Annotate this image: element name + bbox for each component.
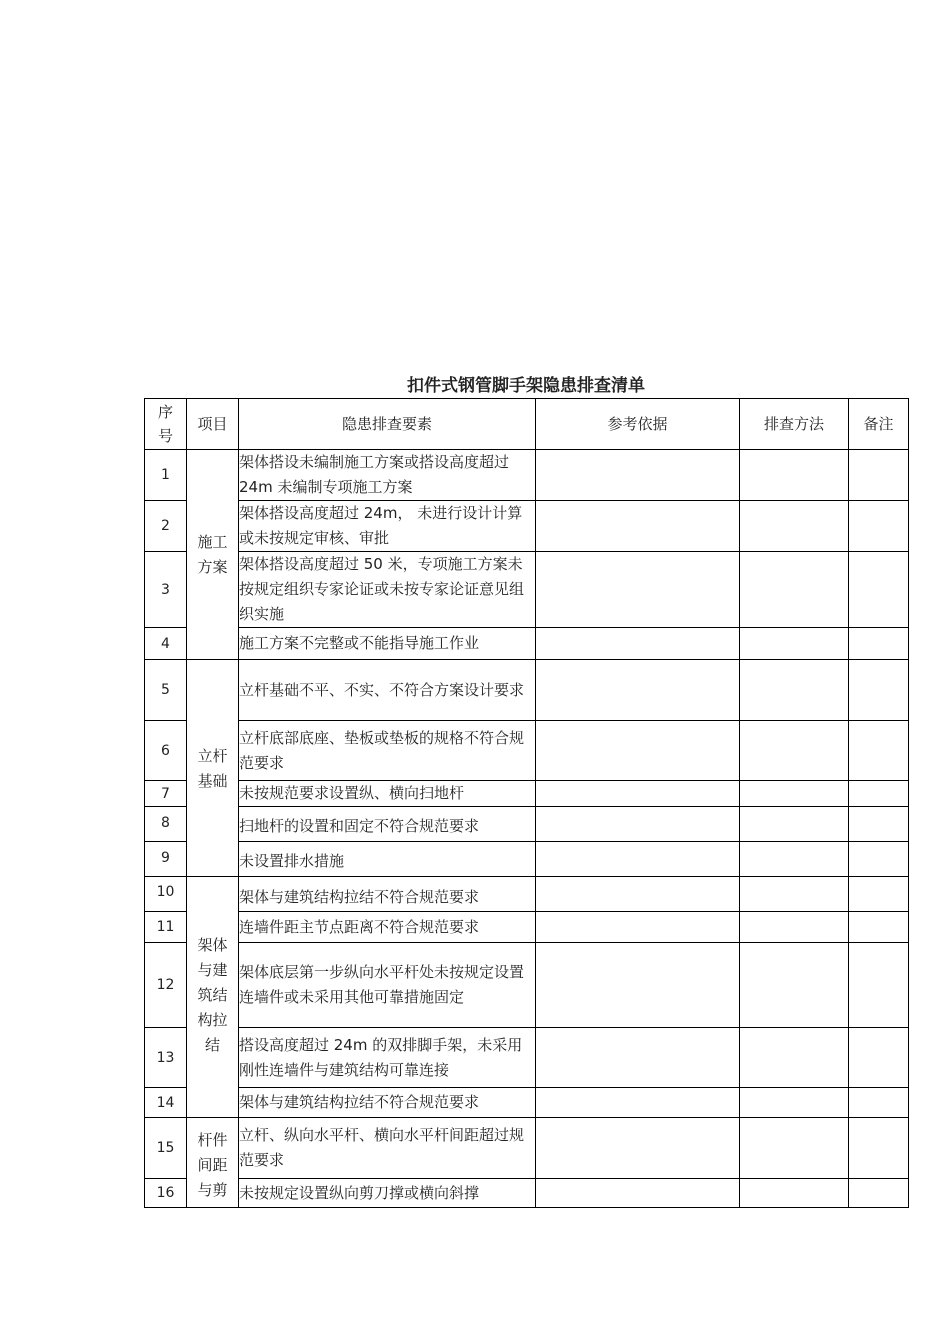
hazard-cell: 施工方案不完整或不能指导施工作业: [239, 628, 536, 660]
hazard-cell: 未按规定设置纵向剪刀撑或横向斜撑: [239, 1179, 536, 1208]
hazard-checklist-table: [144, 398, 909, 1208]
table-row: [145, 1179, 909, 1208]
row-seq: 12: [145, 943, 187, 1028]
hazard-cell: 架体搭设高度超过 24m， 未进行设计计算或未按规定审核、审批: [239, 501, 536, 552]
table-row: [145, 1088, 909, 1118]
basis-cell: [536, 1028, 740, 1088]
table-row: [145, 721, 909, 781]
method-cell: [740, 781, 849, 807]
table-row: [145, 628, 909, 660]
remark-cell: [849, 1118, 909, 1179]
basis-cell: [536, 781, 740, 807]
row-seq: 11: [145, 912, 187, 943]
header-basis: 参考依据: [536, 399, 740, 450]
remark-cell: [849, 781, 909, 807]
hazard-cell: 搭设高度超过 24m 的双排脚手架，未采用刚性连墙件与建筑结构可靠连接: [239, 1028, 536, 1088]
remark-cell: [849, 552, 909, 628]
remark-cell: [849, 501, 909, 552]
basis-cell: [536, 660, 740, 721]
remark-cell: [849, 721, 909, 781]
row-seq: 4: [145, 628, 187, 660]
basis-cell: [536, 501, 740, 552]
table-row: [145, 450, 909, 501]
row-seq: 13: [145, 1028, 187, 1088]
remark-cell: [849, 1028, 909, 1088]
item-cell: 杆件间距与剪: [187, 1118, 239, 1208]
method-cell: [740, 501, 849, 552]
item-cell: 立杆基础: [187, 660, 239, 877]
basis-cell: [536, 912, 740, 943]
row-seq: 8: [145, 807, 187, 842]
hazard-cell: 立杆底部底座、垫板或垫板的规格不符合规范要求: [239, 721, 536, 781]
hazard-cell: 立杆基础不平、不实、不符合方案设计要求: [239, 660, 536, 721]
table-row: [145, 842, 909, 877]
method-cell: [740, 807, 849, 842]
method-cell: [740, 628, 849, 660]
basis-cell: [536, 877, 740, 912]
remark-cell: [849, 1088, 909, 1118]
hazard-cell: 连墙件距主节点距离不符合规范要求: [239, 912, 536, 943]
row-seq: 9: [145, 842, 187, 877]
basis-cell: [536, 943, 740, 1028]
table-row: [145, 943, 909, 1028]
table-row: [145, 552, 909, 628]
hazard-cell: 架体与建筑结构拉结不符合规范要求: [239, 1088, 536, 1118]
basis-cell: [536, 450, 740, 501]
item-cell: 架体与建筑结构拉结: [187, 877, 239, 1118]
basis-cell: [536, 721, 740, 781]
row-seq: 10: [145, 877, 187, 912]
remark-cell: [849, 660, 909, 721]
row-seq: 5: [145, 660, 187, 721]
hazard-cell: 扫地杆的设置和固定不符合规范要求: [239, 807, 536, 842]
hazard-cell: 架体与建筑结构拉结不符合规范要求: [239, 877, 536, 912]
header-seq: 序号: [145, 399, 187, 450]
row-seq: 16: [145, 1179, 187, 1208]
method-cell: [740, 1088, 849, 1118]
remark-cell: [849, 877, 909, 912]
row-seq: 6: [145, 721, 187, 781]
table-row: [145, 781, 909, 807]
hazard-cell: 立杆、纵向水平杆、横向水平杆间距超过规范要求: [239, 1118, 536, 1179]
basis-cell: [536, 1179, 740, 1208]
table-row: [145, 1028, 909, 1088]
method-cell: [740, 450, 849, 501]
method-cell: [740, 552, 849, 628]
table-row: [145, 912, 909, 943]
method-cell: [740, 721, 849, 781]
table-header-row: [145, 399, 909, 450]
row-seq: 3: [145, 552, 187, 628]
row-seq: 2: [145, 501, 187, 552]
basis-cell: [536, 1118, 740, 1179]
method-cell: [740, 877, 849, 912]
method-cell: [740, 1028, 849, 1088]
table-row: [145, 660, 909, 721]
header-hazard: 隐患排查要素: [239, 399, 536, 450]
basis-cell: [536, 628, 740, 660]
hazard-cell: 未按规范要求设置纵、横向扫地杆: [239, 781, 536, 807]
hazard-cell: 架体底层第一步纵向水平杆处未按规定设置连墙件或未采用其他可靠措施固定: [239, 943, 536, 1028]
basis-cell: [536, 807, 740, 842]
header-item: 项目: [187, 399, 239, 450]
method-cell: [740, 1118, 849, 1179]
remark-cell: [849, 807, 909, 842]
header-remark: 备注: [849, 399, 909, 450]
table-row: [145, 877, 909, 912]
remark-cell: [849, 912, 909, 943]
method-cell: [740, 912, 849, 943]
table-row: [145, 501, 909, 552]
method-cell: [740, 1179, 849, 1208]
remark-cell: [849, 628, 909, 660]
basis-cell: [536, 1088, 740, 1118]
item-cell: 施工方案: [187, 450, 239, 660]
method-cell: [740, 943, 849, 1028]
header-method: 排查方法: [740, 399, 849, 450]
hazard-cell: 架体搭设高度超过 50 米，专项施工方案未按规定组织专家论证或未按专家论证意见组织实施: [239, 552, 536, 628]
basis-cell: [536, 842, 740, 877]
table-row: [145, 807, 909, 842]
remark-cell: [849, 842, 909, 877]
basis-cell: [536, 552, 740, 628]
row-seq: 1: [145, 450, 187, 501]
row-seq: 14: [145, 1088, 187, 1118]
page-title: 扣件式钢管脚手架隐患排查清单: [407, 376, 645, 396]
remark-cell: [849, 1179, 909, 1208]
hazard-cell: 架体搭设未编制施工方案或搭设高度超过 24m 未编制专项施工方案: [239, 450, 536, 501]
row-seq: 7: [145, 781, 187, 807]
remark-cell: [849, 450, 909, 501]
method-cell: [740, 842, 849, 877]
hazard-cell: 未设置排水措施: [239, 842, 536, 877]
table-row: [145, 1118, 909, 1179]
remark-cell: [849, 943, 909, 1028]
row-seq: 15: [145, 1118, 187, 1179]
method-cell: [740, 660, 849, 721]
